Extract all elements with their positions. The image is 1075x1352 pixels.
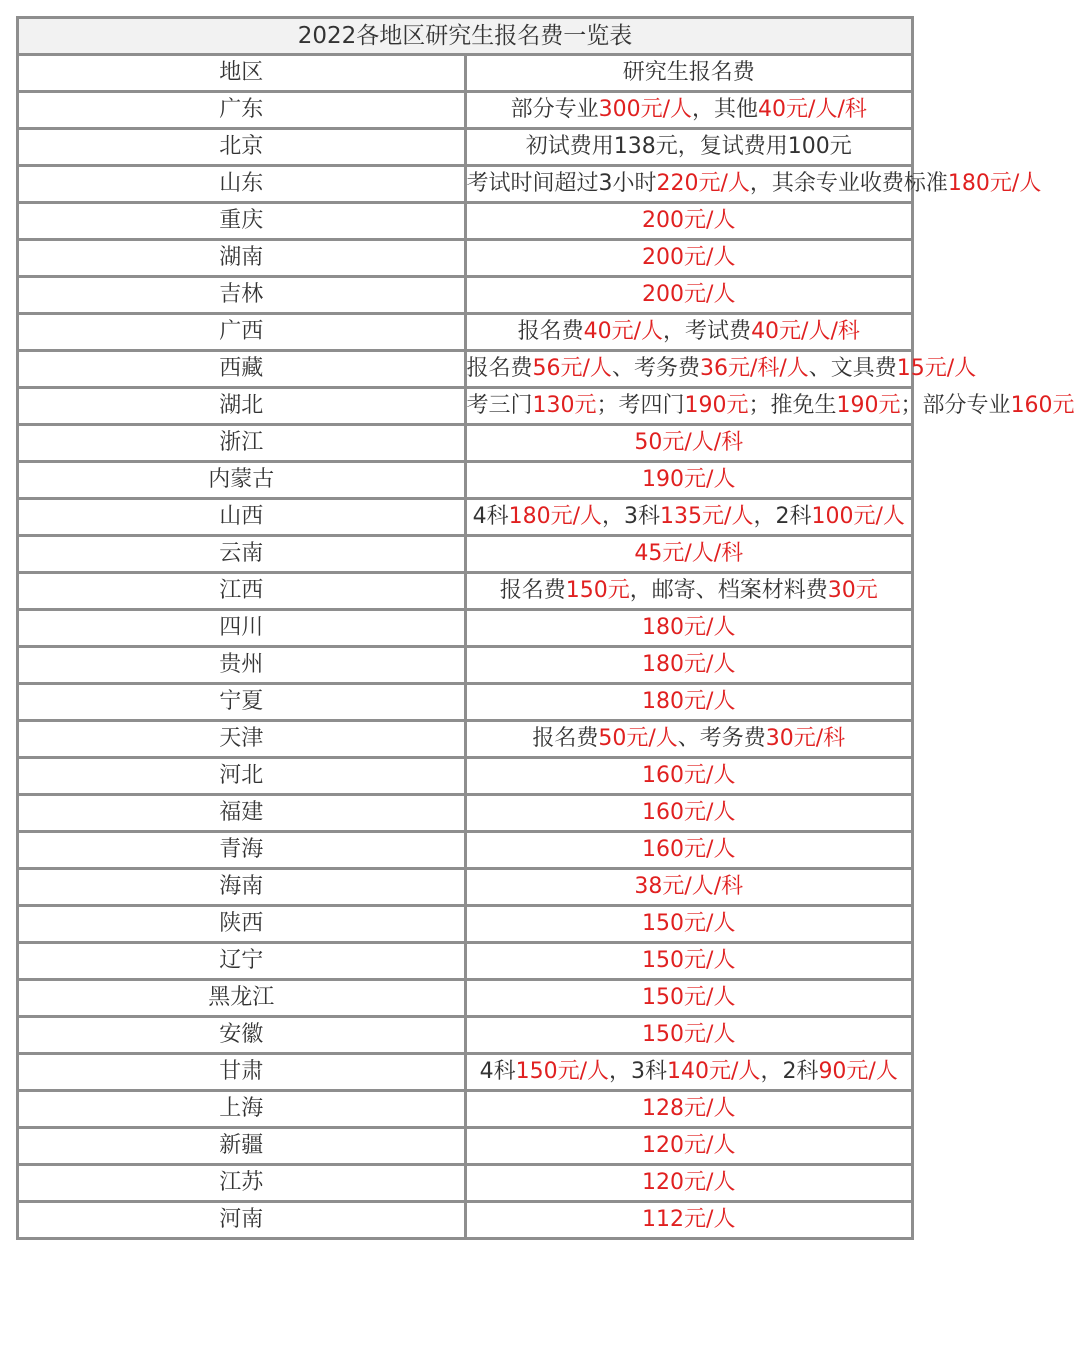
fee-cell xyxy=(465,980,913,1017)
fee-cell xyxy=(465,388,1075,425)
region-cell: 上海 xyxy=(18,1091,466,1128)
fee-text: 4科 xyxy=(479,1059,516,1084)
table-row xyxy=(18,277,913,314)
fee-cell xyxy=(465,647,913,684)
table-row xyxy=(18,573,913,610)
region-cell: 黑龙江 xyxy=(18,980,466,1017)
fee-amount: 150元 xyxy=(565,578,630,603)
fee-amount: 120元/人 xyxy=(642,1170,736,1195)
fee-table xyxy=(16,16,1075,1240)
fee-cell xyxy=(465,1128,913,1165)
fee-text: 、考务费 xyxy=(677,726,766,751)
header-row xyxy=(18,55,913,92)
table-row xyxy=(18,795,913,832)
table-row xyxy=(18,351,913,388)
fee-amount: 50元/人/科 xyxy=(634,430,744,455)
fee-amount: 135元/人 xyxy=(660,504,754,529)
region-cell: 天津 xyxy=(18,721,466,758)
table-row xyxy=(18,647,913,684)
table-row xyxy=(18,240,913,277)
header-fee: 研究生报名费 xyxy=(465,55,913,92)
fee-amount: 180元/人 xyxy=(508,504,603,529)
fee-cell xyxy=(465,203,913,240)
fee-cell xyxy=(465,943,913,980)
fee-text: 考三门 xyxy=(466,393,533,418)
fee-amount: 180元/人 xyxy=(642,615,736,640)
fee-cell xyxy=(465,1017,913,1054)
fee-cell xyxy=(465,832,913,869)
table-row xyxy=(18,869,913,906)
fee-amount: 150元/人 xyxy=(515,1059,610,1084)
table-row xyxy=(18,166,913,203)
fee-amount: 40元/人/科 xyxy=(751,319,860,344)
fee-amount: 190元/人 xyxy=(642,467,736,492)
fee-text: 部分专业 xyxy=(510,97,599,122)
fee-text: ；考四门 xyxy=(596,393,685,418)
table-title: 2022各地区研究生报名费一览表 xyxy=(18,18,913,55)
fee-cell xyxy=(465,92,913,129)
region-cell: 河北 xyxy=(18,758,466,795)
region-cell: 河南 xyxy=(18,1202,466,1239)
fee-cell xyxy=(465,906,913,943)
fee-amount: 220元/人 xyxy=(656,171,750,196)
fee-cell xyxy=(465,758,913,795)
fee-text: 报名费 xyxy=(517,319,584,344)
fee-text: ，2科 xyxy=(753,504,812,529)
fee-text: ；部分专业 xyxy=(900,393,1011,418)
fee-cell xyxy=(465,166,1042,203)
region-cell: 辽宁 xyxy=(18,943,466,980)
fee-text: 报名费 xyxy=(532,726,599,751)
table-row xyxy=(18,832,913,869)
region-cell: 重庆 xyxy=(18,203,466,240)
fee-cell xyxy=(465,1054,913,1091)
fee-amount: 40元/人/科 xyxy=(758,97,867,122)
fee-text: ，邮寄、档案材料费 xyxy=(629,578,828,603)
region-cell: 新疆 xyxy=(18,1128,466,1165)
table-row xyxy=(18,1054,913,1091)
fee-amount: 100元/人 xyxy=(811,504,905,529)
table-row xyxy=(18,906,913,943)
region-cell: 云南 xyxy=(18,536,466,573)
fee-cell xyxy=(465,536,913,573)
fee-amount: 112元/人 xyxy=(642,1207,736,1232)
table-row xyxy=(18,980,913,1017)
table-row xyxy=(18,684,913,721)
region-cell: 吉林 xyxy=(18,277,466,314)
table-row xyxy=(18,1165,913,1202)
region-cell: 福建 xyxy=(18,795,466,832)
table-row xyxy=(18,499,913,536)
fee-amount: 15元/人 xyxy=(896,356,977,381)
fee-text: 4科 xyxy=(472,504,509,529)
region-cell: 浙江 xyxy=(18,425,466,462)
fee-cell xyxy=(465,351,977,388)
fee-amount: 128元/人 xyxy=(642,1096,736,1121)
table-row xyxy=(18,721,913,758)
fee-amount: 40元/人 xyxy=(583,319,664,344)
table-row xyxy=(18,758,913,795)
region-cell: 湖北 xyxy=(18,388,466,425)
fee-text: 、文具费 xyxy=(808,356,897,381)
table-row xyxy=(18,1128,913,1165)
region-cell: 广东 xyxy=(18,92,466,129)
region-cell: 山西 xyxy=(18,499,466,536)
fee-amount: 160元/人 xyxy=(642,800,736,825)
fee-amount: 180元/人 xyxy=(947,171,1042,196)
table-row xyxy=(18,610,913,647)
region-cell: 宁夏 xyxy=(18,684,466,721)
fee-cell xyxy=(465,277,913,314)
fee-amount: 140元/人 xyxy=(667,1059,761,1084)
table-row xyxy=(18,943,913,980)
fee-text: ；推免生 xyxy=(748,393,837,418)
fee-amount: 200元/人 xyxy=(642,282,736,307)
fee-amount: 30元 xyxy=(827,578,878,603)
table-row xyxy=(18,425,913,462)
region-cell: 陕西 xyxy=(18,906,466,943)
region-cell: 山东 xyxy=(18,166,466,203)
fee-text: 、考务费 xyxy=(611,356,700,381)
fee-amount: 130元 xyxy=(532,393,597,418)
fee-amount: 90元/人 xyxy=(818,1059,898,1084)
region-cell: 四川 xyxy=(18,610,466,647)
fee-amount: 36元/科/人 xyxy=(699,356,809,381)
region-cell: 内蒙古 xyxy=(18,462,466,499)
fee-text: 报名费 xyxy=(466,356,533,381)
fee-cell xyxy=(465,684,913,721)
fee-amount: 190元 xyxy=(684,393,749,418)
fee-amount: 120元/人 xyxy=(642,1133,736,1158)
table-row xyxy=(18,536,913,573)
fee-cell xyxy=(465,462,913,499)
fee-cell xyxy=(465,1165,913,1202)
fee-cell xyxy=(465,869,913,906)
table-row xyxy=(18,1017,913,1054)
table-row xyxy=(18,314,913,351)
fee-cell xyxy=(465,129,913,166)
fee-text: ，3科 xyxy=(609,1059,668,1084)
fee-table-body xyxy=(18,18,1075,1239)
table-row xyxy=(18,129,913,166)
fee-amount: 180元/人 xyxy=(642,689,736,714)
fee-cell xyxy=(465,240,913,277)
fee-text: 报名费 xyxy=(499,578,566,603)
region-cell: 西藏 xyxy=(18,351,466,388)
fee-amount: 160元/人 xyxy=(642,763,736,788)
fee-amount: 150元/人 xyxy=(642,985,736,1010)
region-cell: 江苏 xyxy=(18,1165,466,1202)
region-cell: 青海 xyxy=(18,832,466,869)
fee-amount: 150元/人 xyxy=(642,948,736,973)
fee-amount: 50元/人 xyxy=(598,726,678,751)
table-row xyxy=(18,1091,913,1128)
fee-text: ，3科 xyxy=(602,504,661,529)
fee-amount: 45元/人/科 xyxy=(634,541,744,566)
region-cell: 广西 xyxy=(18,314,466,351)
fee-text: 初试费用138元，复试费用100元 xyxy=(525,134,852,159)
fee-amount: 200元/人 xyxy=(642,208,736,233)
fee-amount: 180元/人 xyxy=(642,652,736,677)
fee-text: ，其他 xyxy=(692,97,759,122)
fee-amount: 150元/人 xyxy=(642,1022,736,1047)
fee-amount: 30元/科 xyxy=(765,726,846,751)
header-region: 地区 xyxy=(18,55,466,92)
region-cell: 贵州 xyxy=(18,647,466,684)
fee-cell xyxy=(465,721,913,758)
fee-amount: 56元/人 xyxy=(532,356,612,381)
fee-amount: 200元/人 xyxy=(642,245,736,270)
table-row xyxy=(18,1202,913,1239)
fee-amount: 190元 xyxy=(836,393,901,418)
region-cell: 北京 xyxy=(18,129,466,166)
table-row xyxy=(18,388,913,425)
fee-text: ，2科 xyxy=(760,1059,819,1084)
table-row xyxy=(18,203,913,240)
fee-amount: 160元/人 xyxy=(642,837,736,862)
table-row xyxy=(18,462,913,499)
fee-cell xyxy=(465,795,913,832)
fee-amount: 160元 xyxy=(1010,393,1075,418)
region-cell: 安徽 xyxy=(18,1017,466,1054)
fee-cell xyxy=(465,425,913,462)
fee-text: ，其余专业收费标准 xyxy=(749,171,948,196)
fee-cell xyxy=(465,499,913,536)
fee-cell xyxy=(465,314,913,351)
title-row xyxy=(18,18,913,55)
fee-cell xyxy=(465,1091,913,1128)
fee-amount: 38元/人/科 xyxy=(634,874,744,899)
fee-cell xyxy=(465,610,913,647)
table-row xyxy=(18,92,913,129)
region-cell: 甘肃 xyxy=(18,1054,466,1091)
region-cell: 湖南 xyxy=(18,240,466,277)
region-cell: 江西 xyxy=(18,573,466,610)
fee-amount: 150元/人 xyxy=(642,911,736,936)
region-cell: 海南 xyxy=(18,869,466,906)
fee-text: ，考试费 xyxy=(663,319,752,344)
fee-amount: 300元/人 xyxy=(598,97,693,122)
fee-cell xyxy=(465,1202,913,1239)
fee-cell xyxy=(465,573,913,610)
fee-text: 考试时间超过3小时 xyxy=(466,171,657,196)
